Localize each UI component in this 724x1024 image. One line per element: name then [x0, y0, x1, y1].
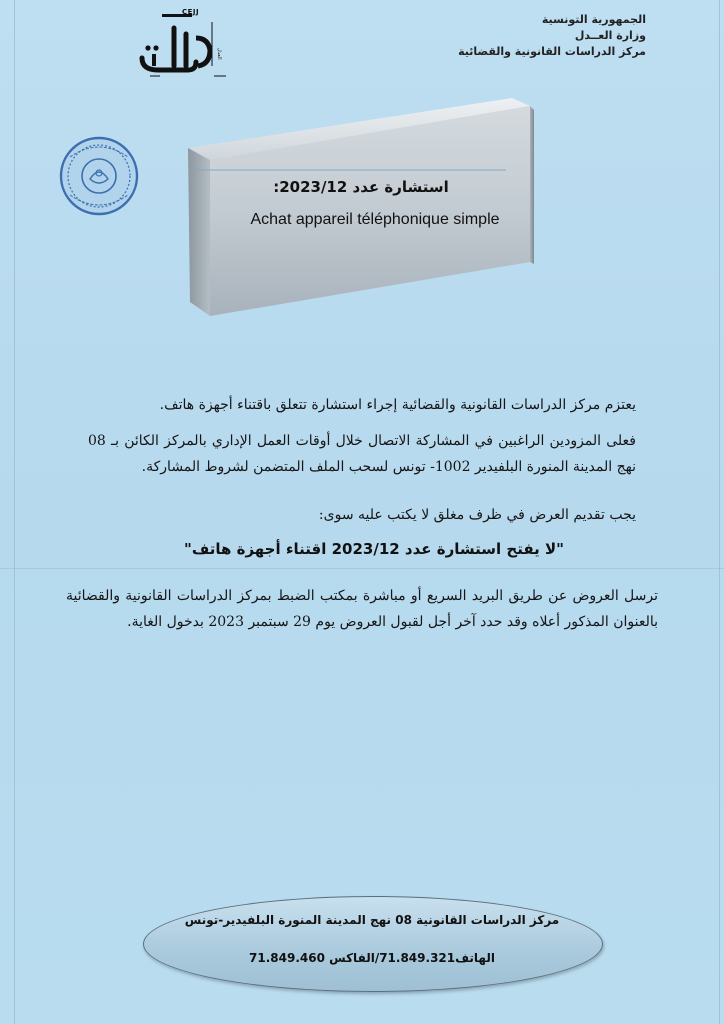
paper-fold-line [0, 568, 724, 569]
header-ministry: وزارة العــدل [574, 29, 646, 42]
footer-address: مركز الدراسات القانونية 08 نهج المدينة المنورة البلفيدير-تونس [184, 913, 560, 927]
paragraph-intro: يعتزم مركز الدراسات القانونية والقضائية إجراء استشارة تتعلق باقتناء أجهزة هاتف. [159, 397, 636, 413]
ministry-header [458, 12, 646, 60]
consultation-subtitle: Achat appareil téléphonique simple [250, 211, 500, 228]
footer-oval [143, 896, 603, 992]
footer-contact: الهاتف71.849.321/الفاكس 71.849.460 [249, 951, 495, 965]
consultation-box [186, 96, 536, 318]
paragraph-envelope: يجب تقديم العرض في ظرف مغلق لا يكتب عليه سوى: [318, 507, 636, 523]
paragraph-deadline: ترسل العروض عن طريق البريد السريع أو مباشرة بمكتب الضبط بمركز الدراسات القانونية والقضائية بالعنوان المذكور أعلاه وقد حدد آخر أجل لقبول العروض يوم 29 سبتمبر 2023 بدخول الغاية. [66, 588, 658, 630]
header-republic: الجمهورية التونسية [541, 13, 646, 26]
consultation-title: استشارة عدد 2023/12: [273, 178, 449, 196]
paragraph-suppliers: فعلى المزودين الراغبين في المشاركة الاتصال خلال أوقات العمل الإداري بالمركز الكائن بـ 08 نهج المدينة المنورة البلفيدير 1002- تونس لسحب الملف المتضمن لشروط المشاركة. [88, 433, 636, 475]
envelope-inscription: "لا يفتح استشارة عدد 2023/12 اقتناء أجهزة هاتف" [184, 540, 564, 558]
seal-icon [58, 135, 140, 217]
header-center: مركز الدراسات القانونية والقضائية [458, 45, 646, 58]
page-edge-right [719, 0, 720, 1024]
logo-tag: CEJJ [182, 8, 200, 16]
svg-text:العدل: العدل [216, 48, 222, 60]
logo-mark-icon [130, 8, 240, 82]
official-stamp [58, 135, 140, 217]
page-edge-left [14, 0, 15, 1024]
box-3d-graphic [186, 96, 536, 318]
cejj-logo [130, 8, 240, 82]
